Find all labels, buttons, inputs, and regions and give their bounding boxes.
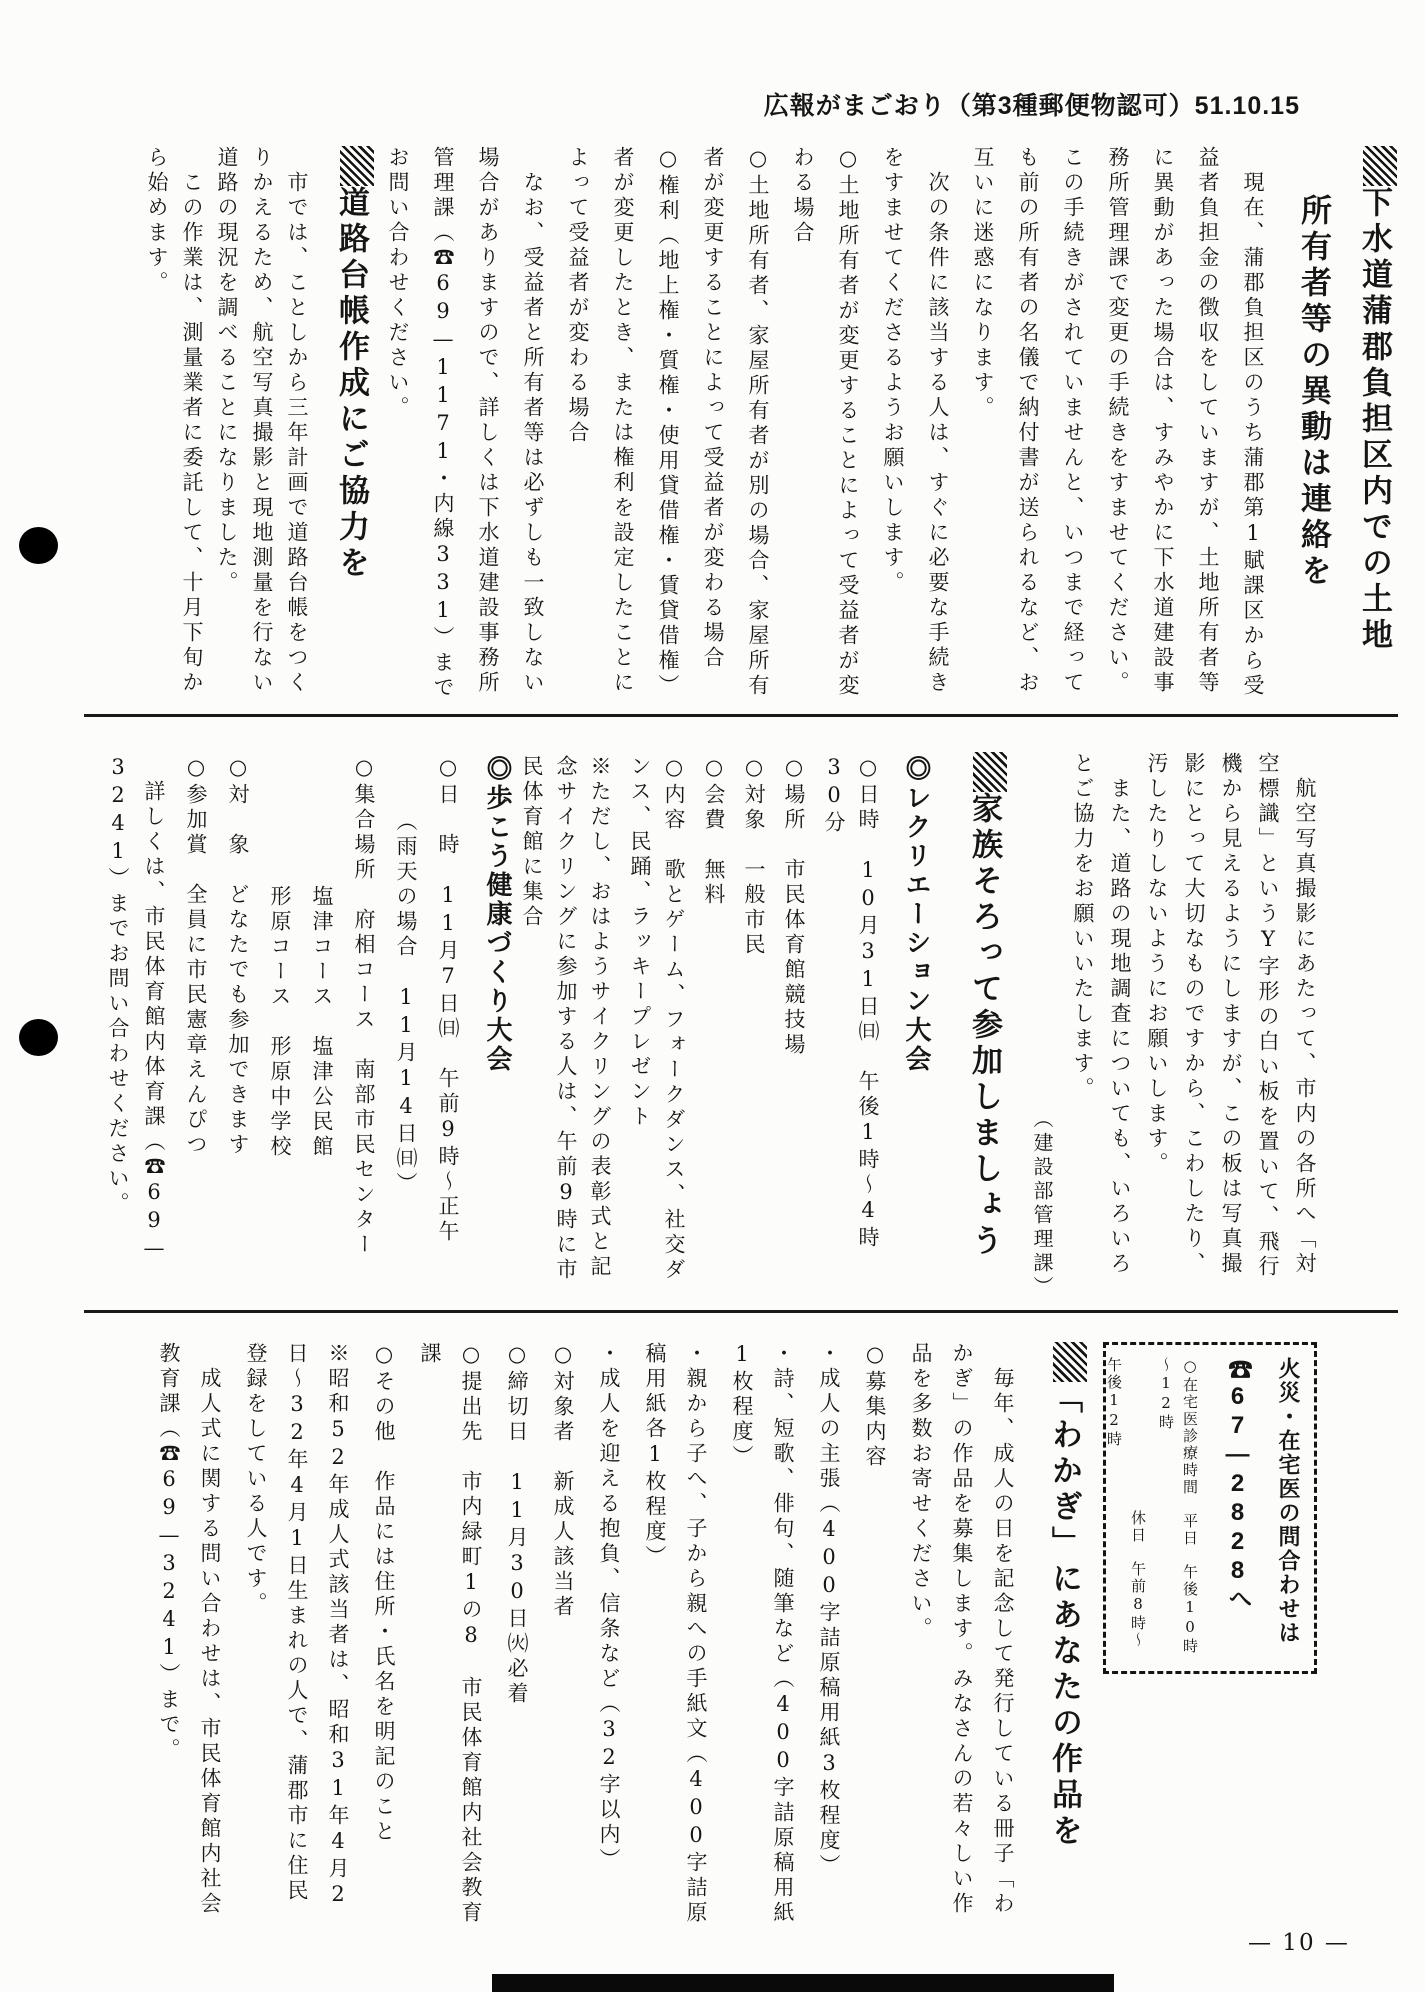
list-item: ○その他 作品には住所・氏名を明記のこと [372, 1342, 396, 1845]
list-item: ・成人の主張（400字詰原稿用紙3枚程度） [817, 1342, 841, 1879]
hatch-marker-icon [1053, 1342, 1087, 1382]
list-item: ・詩、短歌、俳句、随筆など（400字詰原稿用紙1枚程度） [730, 1342, 795, 1926]
list-item: ○土地所有者が変更することによって受益者が変わる場合 [791, 146, 860, 699]
section-walking-event [86, 755, 516, 1303]
article-title: 「わかぎ」にあなたの作品を [1041, 1342, 1087, 1926]
box-detail: ○在宅医診療時間 平日 午後10時～12時 [1157, 1357, 1199, 1655]
binding-hole-icon [19, 527, 58, 564]
list-item: ○対象者 新成人該当者 [551, 1342, 575, 1620]
paragraph: また、道路の現地調査についても、いろいろとご協力をお願いいたします。 [1071, 752, 1132, 1277]
article-wakagi-works [133, 1342, 1087, 1926]
section-divider [84, 1310, 1398, 1313]
article-road-ledger-continued [1021, 752, 1323, 1300]
event-contact: 詳しくは、市民体育館内体育課（☎69—3241）までお問い合わせください。 [106, 755, 166, 1264]
list-item: ・成人を迎える抱負、信条など（32字以内） [597, 1342, 621, 1873]
event-detail: ○会費 無料 [702, 755, 726, 908]
section-recreation-event [517, 755, 935, 1303]
event-detail: ○日 時 11月7日㈰ 午前9時～正午 [436, 755, 460, 1245]
article-title-line1: 下水道蒲郡負担区内での土地 [1351, 146, 1397, 712]
page-header: 広報がまごおり（第3種郵便物認可）51.10.15 [763, 92, 1300, 120]
note: ※昭和52年成人式該当者は、昭和31年4月2日～32年4月1日生まれの人で、蒲郡市に住民登録をしている人です。 [244, 1342, 350, 1910]
list-item: ○土地所有者、家屋所有者が別の場合、家屋所有者が変更することによって受益者が変わる場合 [701, 146, 770, 699]
event-detail: 形原コース 形原中学校 [268, 885, 292, 1160]
event-detail: ○日時 10月31日㈰ 午後1時～4時30分 [822, 755, 880, 1251]
event-detail: ○場所 市民体育館競技場 [782, 755, 806, 1058]
event-detail: ○集合場所 府相コース 南部市民センター [352, 755, 376, 1258]
paragraph: 次の条件に該当する人は、すぐに必要な手続きをすませてくださるようお願いします。 [881, 146, 950, 696]
article-title: 道路台帳作成にご協力を [328, 146, 374, 712]
paragraph: 市では、ことしから三年計画で道路台帳をつくりかえるため、航空写真撮影と現地測量を行ない道路の現況を調べることになりました。 [215, 146, 309, 696]
article-road-ledger [88, 146, 374, 712]
binding-hole-icon [19, 1019, 58, 1056]
paragraph: この作業は、測量業者に委託して、十月下旬から始めます。 [145, 146, 204, 696]
article-family-participation [941, 752, 1007, 1304]
list-item: ○権利（地上権・質権・使用貸借権・賃貸借権）者が変更したとき、または権利を設定したことによって受益者が変わる場合 [566, 146, 680, 699]
box-title: 火災・在宅医の問合わせは [1276, 1357, 1301, 1645]
page-number: — 10 — [1248, 1930, 1350, 1956]
section-divider [84, 714, 1398, 717]
event-detail: （雨天の場合 11月14日㈰） [394, 810, 418, 1197]
event-detail: 塩津コース 塩津公民館 [310, 885, 334, 1160]
paragraph: なお、受益者と所有者等は必ずしも一致しない場合がありますので、詳しくは下水道建設事務所管理課（☎69—1171・内線331）までお問い合わせください。 [386, 146, 545, 701]
list-item: ○締切日 11月30日㈫必着 [505, 1342, 529, 1707]
paragraph: 現在、蒲郡負担区のうち蒲郡第1賦課区から受益者負担金の徴収をしていますが、土地所有者等に異動があった場合は、すみやかに下水道建設事務所管理課で変更の手続きをすませてください。この手続きがされていませんと、いつまで経っても前の所有者の名儀で納付書が送られるなど、お互いに迷惑になります。 [971, 146, 1265, 699]
list-heading: ○募集内容 [863, 1342, 887, 1470]
phone-number: 67—2828へ [1224, 1383, 1251, 1612]
event-heading: ◎レクリエーション大会 [902, 755, 932, 1074]
list-item: ○提出先 市内緑町1の8 市民体育館内社会教育課 [418, 1342, 483, 1926]
article-title-line2: 所有者等の異動は連絡を [1296, 194, 1331, 590]
hatch-marker-icon [340, 146, 374, 186]
hatch-marker-icon [1363, 146, 1397, 186]
phone-icon: ☎ [1224, 1357, 1251, 1383]
event-heading: ◎歩こう健康づくり大会 [483, 755, 513, 1074]
event-detail: ○対 象 どなたでも参加できます [226, 755, 250, 1158]
box-detail: 休日 午前8時～午後12時 [1105, 1357, 1147, 1649]
paragraph: 航空写真撮影にあたって、市内の各所へ「対空標識」というY字形の白い板を置いて、飛行機から見えるようにしますが、この板は写真撮影にとって大切なものですから、こわしたり、汚したりしないようにお願いします。 [1145, 752, 1317, 1280]
event-detail: ○参加賞 全員に市民憲章えんぴつ [184, 755, 208, 1158]
event-detail: ○対象 一般市民 [742, 755, 766, 958]
paragraph: 毎年、成人の日を記念して発行している冊子「わかぎ」の作品を募集します。みなさんの若々しい作品を多数お寄せください。 [909, 1342, 1015, 1917]
print-artifact-bar [492, 1974, 1114, 1992]
attribution: （建設部管理課） [1030, 1108, 1054, 1300]
phone-line [1214, 1357, 1260, 1659]
event-note: ※ただし、おはようサイクリングの表彰式と記念サイクリングに参加する人は、午前9時に市民体育館に集合 [520, 755, 612, 1283]
article-sewer-land-owners [386, 146, 1397, 712]
event-detail: ○内容 歌とゲーム、フォークダンス、社交ダンス、民踊、ラッキープレゼント [628, 755, 686, 1283]
list-item: ・親から子へ、子から親への手紙文（400字詰原稿用紙各1枚程度） [643, 1342, 708, 1926]
paragraph: 成人式に関する問い合わせは、市民体育館内社会教育課（☎69—3241）まで。 [157, 1342, 222, 1917]
fire-home-doctor-box [1103, 1342, 1317, 1674]
hatch-marker-icon [973, 752, 1007, 792]
article-title: 家族そろって参加しましょう [961, 752, 1007, 1304]
